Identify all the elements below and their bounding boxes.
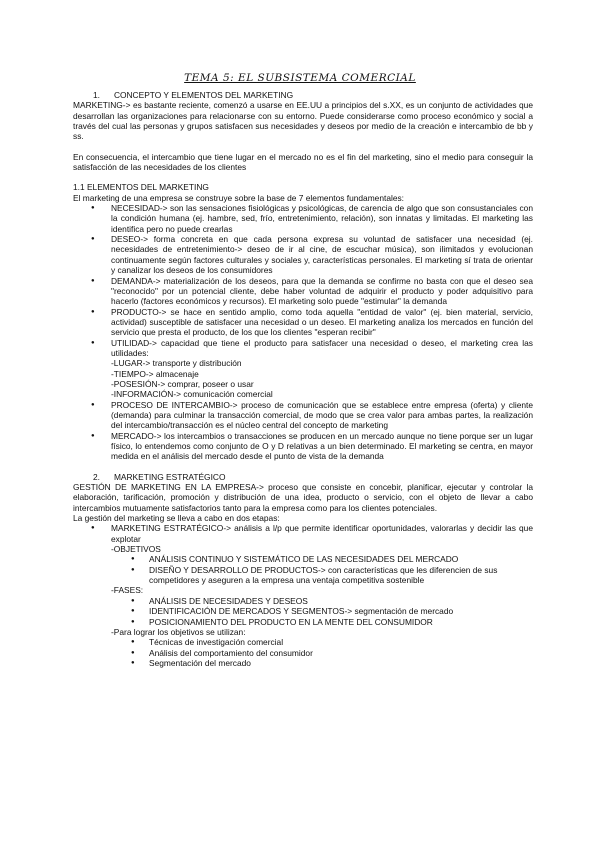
objetivos-list: [73, 554, 533, 585]
objetivos-label: -OBJETIVOS: [111, 544, 161, 555]
list-item: ● DISEÑO Y DESARROLLO DE PRODUCTOS-> con características que les diferencien de sus competidores y aseguren a la empresa una ventaja competitiva sostenible: [73, 565, 533, 586]
etapas-text: La gestión del marketing se lleva a cabo en dos etapas:: [73, 513, 280, 524]
fases-label: -FASES:: [111, 585, 144, 596]
consequence-paragraph: En consecuencia, el intercambio que tiene lugar en el mercado no es el fin del marketing, sino el medio para conseguir la satisfacción de las necesidades de los clientes: [73, 151, 533, 173]
fases-list: [73, 596, 533, 627]
utilidad-informacion: -INFORMACIÓN-> comunicación comercial: [111, 389, 273, 400]
list-item: ● NECESIDAD-> son las sensaciones fisiológicas y psicológicas, de carencia de algo que son consustanciales con la condición humana (ej. hambre, sed, frío, entretenimiento, relación), son innatas y limitadas. El marketing las identifica pero no puede crearlas: [73, 203, 533, 234]
list-item: ● ANÁLISIS DE NECESIDADES Y DESEOS: [73, 596, 533, 606]
document-title: TEMA 5: EL SUBSISTEMA COMERCIAL: [184, 72, 416, 84]
list-item: ● DESEO-> forma concreta en que cada persona expresa su voluntad de satisfacer una necesidad (ej. necesidades de entretenimiento-> deseo de ir al cine, de escuchar música), son ilimitados y evolucionan continuamente según factores culturales y sociales y, características personales. El marketing sí trata de orientar y canalizar los deseos de los consumidores: [73, 234, 533, 275]
list-item: [73, 338, 533, 400]
utilidad-lugar: -LUGAR-> transporte y distribución: [111, 358, 242, 369]
list-item: ● IDENTIFICACIÓN DE MERCADOS Y SEGMENTOS-> segmentación de mercado: [73, 606, 533, 616]
gestion-paragraph: GESTIÓN DE MARKETING EN LA EMPRESA-> proceso que consiste en concebir, planificar, ejecutar y controlar la elaboración, tarificación, promoción y distribución de una idea, producto o servicio, con el objeto de llevar a cabo intercambios mutuamente satisfactorios tanto para la empresa como para los clientes potenciales.: [73, 482, 533, 513]
list-item: ● POSICIONAMIENTO DEL PRODUCTO EN LA MENTE DEL CONSUMIDOR: [73, 617, 533, 627]
etapas-list: [73, 523, 533, 544]
utilidad-text: ● UTILIDAD-> capacidad que tiene el producto para satisfacer una necesidad o deseo, el marketing crea las utilidades:: [111, 337, 533, 358]
list-item: ● PROCESO DE INTERCAMBIO-> proceso de comunicación que se establece entre empresa (oferta) y cliente (demanda) para culminar la transacción comercial, de modo que se crea valor para ambas partes, la realización del intercambio/transacción es el núcleo central del concepto de marketing: [73, 400, 533, 431]
section-1-heading: 1. CONCEPTO Y ELEMENTOS DEL MARKETING: [93, 90, 294, 100]
utilidad-posesion: -POSESIÓN-> comprar, poseer o usar: [111, 378, 254, 389]
lograr-list: [73, 637, 533, 668]
elements-list: [73, 203, 533, 462]
list-item: ● Análisis del comportamiento del consumidor: [73, 648, 533, 658]
marketing-definition: MARKETING-> es bastante reciente, comenzó a usarse en EE.UU a principios del s.XX, es un conjunto de actividades que desarrollan las organizaciones para relacionarse con su entorno. Puede considerarse como proceso económico y social a través del cual las personas y grupos satisfacen sus necesidades y deseos por medio de la creación e intercambio de bb y ss.: [73, 100, 533, 142]
list-item: ● ANÁLISIS CONTINUO Y SISTEMÁTICO DE LAS NECESIDADES DEL MERCADO: [73, 554, 533, 564]
list-item: ● MERCADO-> los intercambios o transacciones se producen en un mercado aunque no tiene porque ser un lugar físico, lo entendemos como conjunto de O y D relativas a un bien determinado. El marketing se centra, en mayor medida en el análisis del mercado desde el punto de vista de la demanda: [73, 431, 533, 462]
list-item: ● PRODUCTO-> se hace en sentido amplio, como toda aquella "entidad de valor" (ej. bien material, servicio, actividad) susceptible de satisfacer una necesidad o un deseo. El marketing analiza los mercados en función del servicio que presta el producto, de los que los clientes "esperan recibir": [73, 307, 533, 338]
elements-intro: El marketing de una empresa se construye sobre la base de 7 elementos fundamentales:: [73, 192, 405, 203]
utilidad-tiempo: -TIEMPO-> almacenaje: [111, 368, 199, 379]
section-1-1-heading: 1.1 ELEMENTOS DEL MARKETING: [73, 182, 209, 193]
list-item: ● Técnicas de investigación comercial: [73, 637, 533, 647]
document-body: [73, 90, 533, 668]
section-2-heading: 2. MARKETING ESTRATÉGICO: [93, 471, 226, 482]
list-item: ● Segmentación del mercado: [73, 658, 533, 668]
lograr-label: -Para lograr los objetivos se utilizan:: [111, 626, 246, 637]
list-item: ● MARKETING ESTRATÉGICO-> análisis a l/p que permite identificar oportunidades, valorarlas y decidir las que explotar: [73, 523, 533, 544]
list-item: ● DEMANDA-> materialización de los deseos, para que la demanda se confirme no basta con que el deseo sea "reconocido" por un potencial cliente, debe haber voluntad de adquirir el producto y poder adquisitivo para hacerlo (factores económicos y recursos). El marketing solo puede "estimular" la demanda: [73, 276, 533, 307]
